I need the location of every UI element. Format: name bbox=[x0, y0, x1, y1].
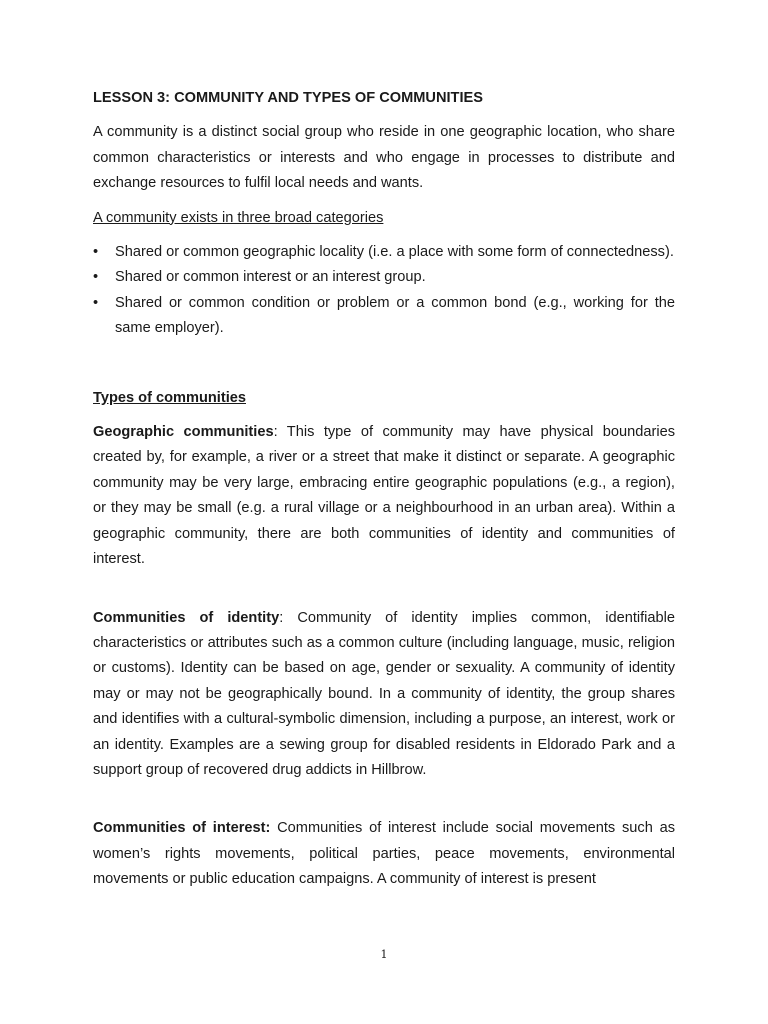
list-item-text: Shared or common interest or an interest group. bbox=[115, 269, 426, 286]
lesson-title: LESSON 3: COMMUNITY AND TYPES OF COMMUNITIES bbox=[93, 90, 483, 106]
interest-term: Communities of interest: bbox=[93, 820, 271, 837]
identity-text: : Community of identity implies common, identifiable characteristics or attributes such as a common culture (including language, music, religion or customs). Identity can be based on age, gender or sexuality. A community of identity may or may not be geographically bound. In a community of identity, the group shares and identifies with a cultural-symbolic dimension, including a purpose, an interest, work or an identity. Examples are a sewing group for disabled residents in Eldorado Park and a support group of recovered drug addicts in Hillbrow. bbox=[93, 609, 675, 778]
list-item bbox=[93, 291, 675, 342]
list-item-text: Shared or common geographic locality (i.e. a place with some form of connectedness). bbox=[115, 244, 674, 261]
interest-text: Communities of interest include social movements such as women’s rights movements, political parties, peace movements, environmental movements or public education campaigns. A community of interest is present bbox=[93, 820, 676, 888]
bullet-icon: • bbox=[93, 244, 99, 261]
categories-heading: A community exists in three broad categories bbox=[93, 209, 384, 226]
categories-list bbox=[93, 240, 675, 342]
list-item bbox=[93, 265, 675, 290]
bullet-icon: • bbox=[93, 294, 99, 311]
document-page bbox=[93, 86, 675, 893]
identity-paragraph bbox=[93, 606, 675, 784]
geographic-paragraph bbox=[93, 420, 675, 572]
bullet-icon: • bbox=[93, 269, 99, 286]
page-number: 1 bbox=[380, 948, 388, 961]
geographic-text: : This type of community may have physical boundaries created by, for example, a river or a street that make it distinct or separate. A geographic community may be very large, embracing entire geographic populations (e.g., a region), or they may be small (e.g. a rural village or a neighbourhood in an urban area). Within a geographic community, there are both communities of identity and communities of interest. bbox=[93, 424, 675, 568]
geographic-term: Geographic communities bbox=[93, 424, 274, 441]
list-item bbox=[93, 240, 675, 265]
list-item-text: Shared or common condition or problem or a common bond (e.g., working for the same employer). bbox=[115, 294, 675, 337]
intro-paragraph: A community is a distinct social group who reside in one geographic location, who share common characteristics or interests and who engage in processes to distribute and exchange resources to fulfil local needs and wants. bbox=[93, 124, 675, 192]
interest-paragraph bbox=[93, 816, 675, 892]
types-heading: Types of communities bbox=[93, 389, 246, 406]
identity-term: Communities of identity bbox=[93, 609, 280, 626]
